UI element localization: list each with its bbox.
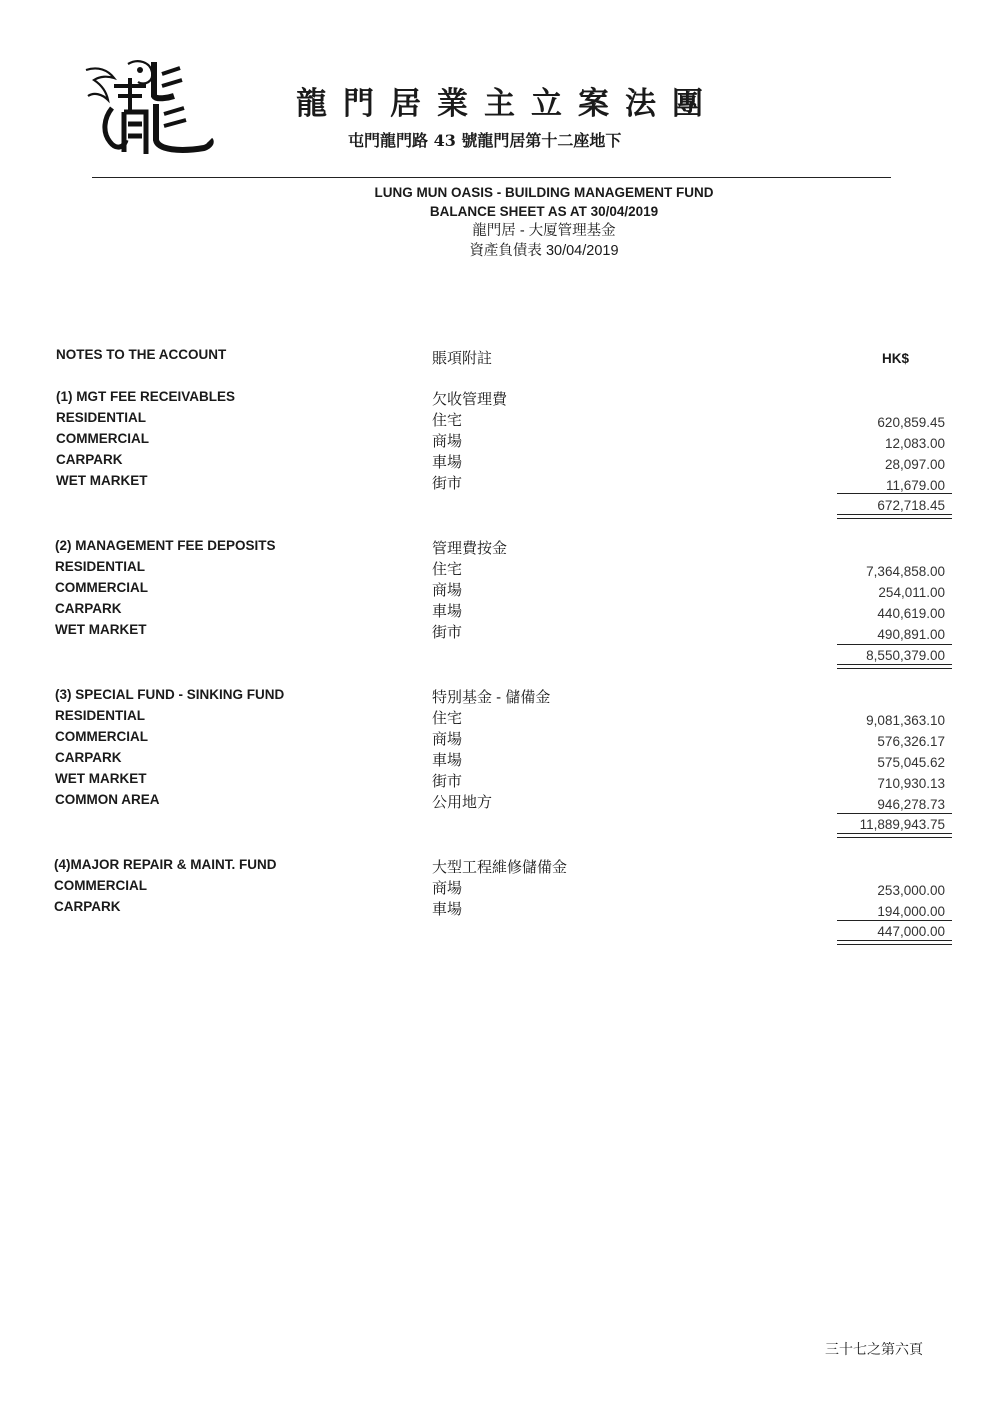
line-label-zh: 商場: [432, 433, 463, 450]
line-label-zh: 車場: [432, 752, 463, 769]
line-label-en: CARPARK: [56, 452, 123, 467]
line-amount: 253,000.00: [877, 883, 945, 898]
subtotal-rule: [837, 920, 952, 921]
total-double-rule: [837, 940, 952, 945]
report-title-zh: 龍門居 - 大厦管理基金: [472, 223, 616, 239]
report-heading: [344, 183, 744, 261]
section-total: 672,718.45: [877, 498, 945, 513]
line-amount: 12,083.00: [884, 436, 945, 451]
section-title-zh: 管理費按金: [432, 540, 508, 557]
line-label-en: COMMERCIAL: [56, 431, 149, 446]
line-amount: 620,859.45: [877, 415, 945, 430]
line-label-en: CARPARK: [54, 899, 121, 914]
line-amount: 28,097.00: [884, 457, 945, 472]
line-amount: 254,011.00: [878, 585, 945, 600]
line-label-zh: 車場: [432, 454, 463, 471]
notes-heading-zh: 賬項附註: [432, 350, 493, 367]
line-amount: 11,679.00: [885, 478, 945, 493]
line-amount: 575,045.62: [877, 755, 945, 770]
association-name: 龍門居業主立案法團: [296, 86, 719, 122]
line-label-zh: 街市: [432, 475, 463, 492]
line-label-en: WET MARKET: [56, 473, 148, 488]
section-title-en: (3) SPECIAL FUND - SINKING FUND: [55, 687, 285, 702]
line-label-zh: 街市: [432, 773, 463, 790]
line-label-zh: 住宅: [432, 710, 463, 727]
section-title-zh: 大型工程維修儲備金: [432, 859, 568, 876]
section-title-en: (1) MGT FEE RECEIVABLES: [56, 389, 236, 404]
line-label-zh: 商場: [432, 880, 463, 897]
subtotal-rule: [837, 813, 952, 814]
line-label-zh: 住宅: [432, 561, 463, 578]
line-amount: 946,278.73: [877, 797, 945, 812]
subtotal-rule: [837, 644, 952, 645]
line-label-en: COMMERCIAL: [55, 580, 148, 595]
line-amount: 710,930.13: [877, 776, 945, 791]
report-subtitle-zh: 資產負債表 30/04/2019: [469, 243, 619, 259]
line-amount: 576,326.17: [877, 734, 945, 749]
subtotal-rule: [837, 493, 952, 494]
line-label-en: COMMERCIAL: [55, 729, 148, 744]
line-label-zh: 車場: [432, 901, 463, 918]
header-divider: [92, 177, 891, 178]
page-number: 三十七之第六頁: [825, 1342, 923, 1358]
total-double-rule: [837, 833, 952, 838]
report-title-en: LUNG MUN OASIS - BUILDING MANAGEMENT FUND: [374, 185, 714, 200]
section-title-en: (2) MANAGEMENT FEE DEPOSITS: [55, 538, 276, 553]
line-amount: 440,619.00: [877, 606, 945, 621]
notes-heading-en: NOTES TO THE ACCOUNT: [56, 347, 227, 362]
section-total: 8,550,379.00: [866, 648, 945, 663]
section-title-zh: 欠收管理費: [432, 391, 508, 408]
total-double-rule: [837, 664, 952, 669]
line-label-en: RESIDENTIAL: [55, 708, 146, 723]
line-label-en: CARPARK: [55, 750, 122, 765]
line-amount: 7,364,858.00: [866, 564, 945, 579]
line-amount: 9,081,363.10: [866, 713, 945, 728]
line-label-zh: 車場: [432, 603, 463, 620]
total-double-rule: [837, 514, 952, 519]
line-label-en: WET MARKET: [55, 771, 147, 786]
line-label-zh: 商場: [432, 731, 463, 748]
report-subtitle-en: BALANCE SHEET AS AT 30/04/2019: [429, 204, 659, 219]
line-label-en: WET MARKET: [55, 622, 147, 637]
line-label-en: RESIDENTIAL: [55, 559, 146, 574]
line-label-en: CARPARK: [55, 601, 122, 616]
line-label-en: COMMON AREA: [55, 792, 160, 807]
line-label-en: RESIDENTIAL: [56, 410, 147, 425]
line-label-zh: 公用地方: [432, 794, 493, 811]
association-address: 屯門龍門路 43 號龍門居第十二座地下: [348, 131, 622, 150]
line-amount: 490,891.00: [877, 627, 945, 642]
line-label-en: COMMERCIAL: [54, 878, 147, 893]
line-label-zh: 街市: [432, 624, 463, 641]
line-amount: 194,000.00: [877, 904, 945, 919]
section-total: 11,889,943.75: [859, 817, 945, 832]
section-title-en: (4)MAJOR REPAIR & MAINT. FUND: [54, 857, 277, 872]
dragon-logo: [84, 56, 220, 160]
section-title-zh: 特別基金 - 儲備金: [432, 689, 551, 706]
section-total: 447,000.00: [877, 924, 945, 939]
line-label-zh: 商場: [432, 582, 463, 599]
line-label-zh: 住宅: [432, 412, 463, 429]
currency-heading: HK$: [882, 351, 910, 366]
